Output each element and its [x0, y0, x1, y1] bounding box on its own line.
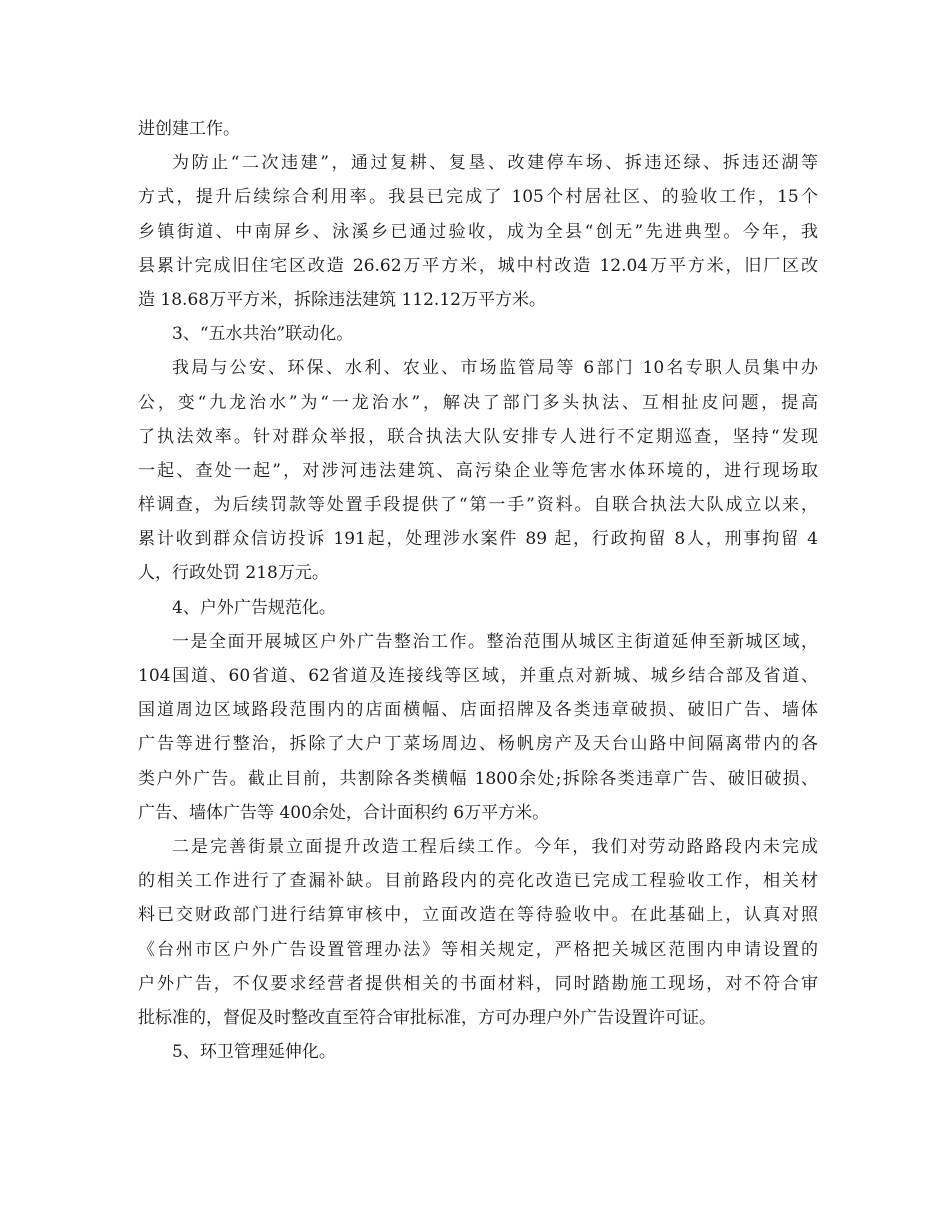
text-line: 样调查，为后续罚款等处置手段提供了“第一手”资料。自联合执法大队成立以来， [138, 495, 818, 516]
text-line: 累计收到群众信访投诉 191起，处理涉水案件 89 起，行政拘留 8人，刑事拘留 4 [138, 529, 818, 550]
text-line: 广告、墙体广告等 400余处，合计面积约 6万平方米。 [138, 802, 550, 823]
text-line: 了执法效率。针对群众举报，联合执法大队安排专人进行不定期巡查，坚持“发现 [138, 426, 818, 447]
text-line: 料已交财政部门进行结算审核中，立面改造在等待验收中。在此基础上，认真对照 [138, 905, 818, 926]
text-line: 县累计完成旧住宅区改造 26.62万平方米，城中村改造 12.04万平方米，旧厂区改 [138, 255, 818, 276]
document-body [138, 112, 818, 1069]
text-line: 一是全面开展城区户外广告整治工作。整治范围从城区主街道延伸至新城区域， [172, 631, 818, 652]
text-line: 类户外广告。截止目前，共割除各类横幅 1800余处;拆除各类违章广告、破旧破损、 [138, 768, 818, 789]
text-line: 5、环卫管理延伸化。 [172, 1042, 336, 1063]
text-line: 为防止“二次违建”，通过复耕、复垦、改建停车场、拆违还绿、拆违还湖等 [172, 153, 818, 174]
text-line: 广告等进行整治，拆除了大户丁菜场周边、杨帆房产及天台山路中间隔离带内的各 [138, 734, 818, 755]
text-line: 我局与公安、环保、水利、农业、市场监管局等 6部门 10名专职人员集中办 [172, 358, 818, 379]
text-line: 造 18.68万平方米，拆除违法建筑 112.12万平方米。 [138, 289, 546, 310]
text-line: 乡镇街道、中南屏乡、泳溪乡已通过验收，成为全县“创无”先进典型。今年，我 [138, 221, 818, 242]
text-line: 户外广告，不仅要求经营者提供相关的书面材料，同时踏勘施工现场，对不符合审 [138, 973, 818, 994]
text-line: 3、“五水共治”联动化。 [172, 324, 354, 345]
text-line: 二是完善街景立面提升改造工程后续工作。今年，我们对劳动路路段内未完成 [172, 836, 818, 857]
text-line: 104国道、60省道、62省道及连接线等区域，并重点对新城、城乡结合部及省道、 [138, 666, 818, 686]
text-line: 4、户外广告规范化。 [172, 597, 336, 618]
text-line: 国道周边区域路段范围内的店面横幅、店面招牌及各类违章破损、破旧广告、墙体 [138, 700, 818, 721]
text-line: 人，行政处罚 218万元。 [138, 563, 329, 584]
text-line: 一起、查处一起”，对涉河违法建筑、高污染企业等危害水体环境的，进行现场取 [138, 460, 818, 481]
text-line: 进创建工作。 [138, 119, 240, 139]
text-line: 批标准的，督促及时整改直至符合审批标准，方可办理户外广告设置许可证。 [138, 1007, 716, 1028]
text-line: 的相关工作进行了查漏补缺。目前路段内的亮化改造已完成工程验收工作，相关材 [138, 871, 818, 892]
text-line: 《台州市区户外广告设置管理办法》等相关规定，严格把关城区范围内申请设置的 [138, 939, 818, 960]
text-line: 方式，提升后续综合利用率。我县已完成了 105个村居社区、的验收工作，15个 [138, 187, 818, 208]
text-line: 公，变“九龙治水”为“一龙治水”，解决了部门多头执法、互相扯皮问题，提高 [138, 392, 818, 413]
